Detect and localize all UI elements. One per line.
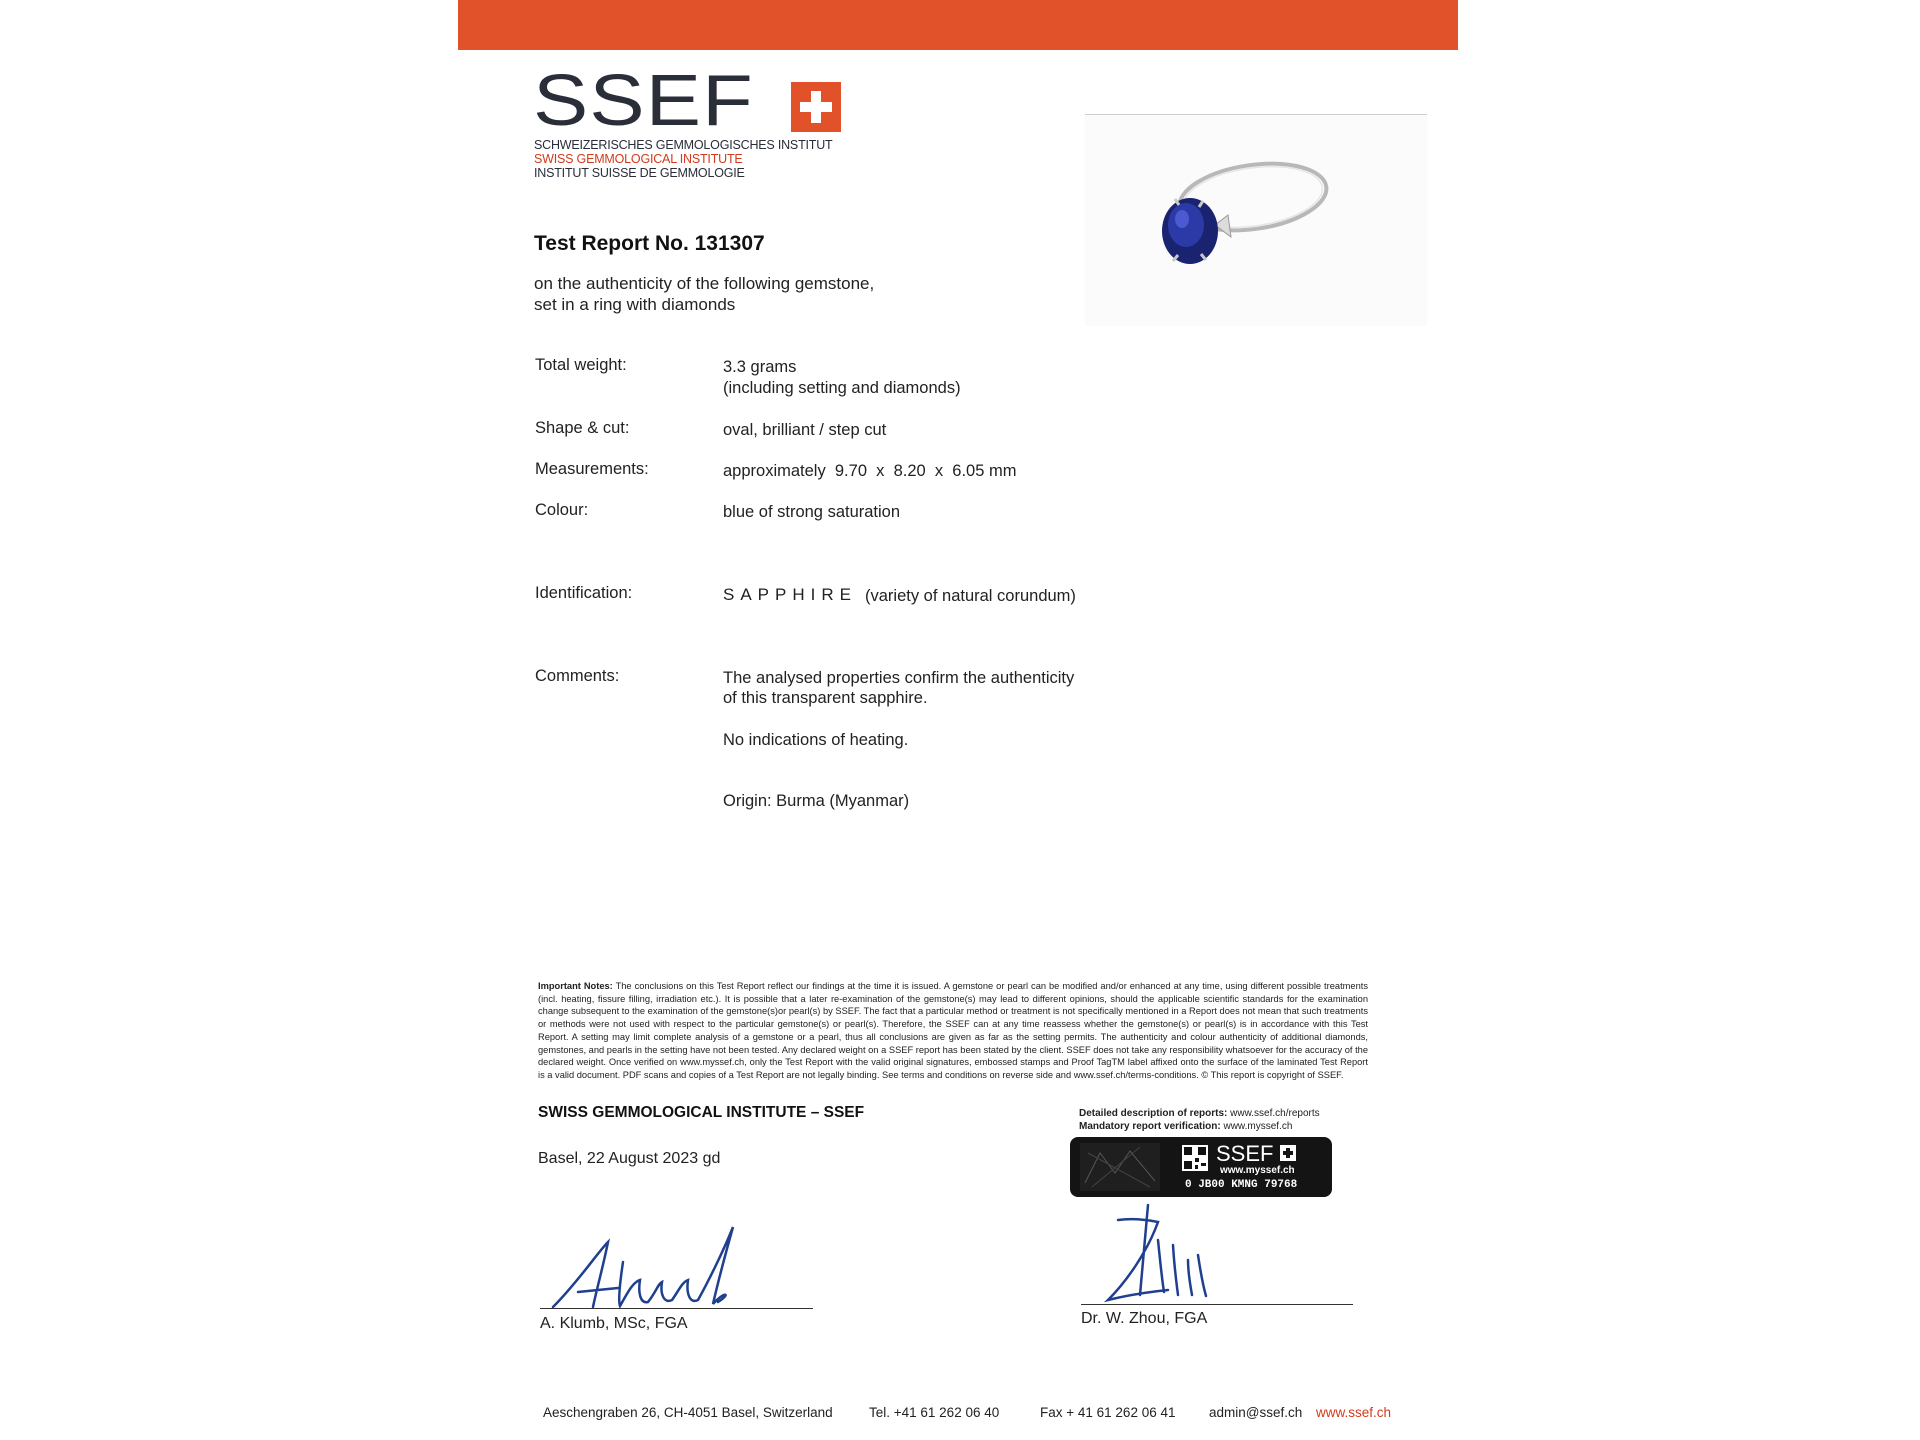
- mandatory-url[interactable]: www.myssef.ch: [1223, 1121, 1293, 1132]
- identification-label: Identification:: [535, 584, 633, 602]
- important-notes-heading: Important Notes:: [538, 981, 613, 991]
- institute-name-de: SCHWEIZERISCHES GEMMOLOGISCHES INSTITUT: [534, 138, 833, 152]
- report-subtitle-line1: on the authenticity of the following gemstone,: [534, 274, 875, 293]
- important-notes-text: The conclusions on this Test Report reflect our findings at the time it is issued. A gemstone or pearl can be modified and/or enhanced at any time, using different possible treatments (incl. heating, fissure filling, irradiation etc.). It is possible that a later re-examination of the gemstone(s) may lead to different opinions, should the applicable scientific standards for the examination change subsequent to the examination of the gemstone(s)or pearl(s) by SSEF. The fact that a particular method or treatment is not specifically mentioned in a Report does not mean that such treatments or methods were not used with respect to the particular gemstone(s) or pearl(s). Therefore, the SSEF can at any time reassess whether the gemstone(s) or pearl(s) is in accordance with this Test Report. A setting may limit complete analysis of a gemstone or a pearl, thus all conclusions are given as far as the setting permits. The authenticity and colour authenticity of additional diamonds, gemstones, and pearls in the setting have not been tested. Any declared weight on a SSEF report has been stated by the client. SSEF does not take any responsibility whatsoever for the accuracy of the declared weight. Once verified on www.myssef.ch, only the Test Report with the valid original signatures, embossed stamps and Proof TagTM label affixed onto the surface of the laminated Test Report is a valid document. PDF scans and copies of a Test Report are not legally binding. See terms and conditions on reverse side and www.ssef.ch/terms-conditions. © This report is copyright of SSEF.: [538, 981, 1368, 1080]
- tag-brand: SSEF: [1216, 1141, 1274, 1166]
- proof-tag-label: [1070, 1137, 1332, 1197]
- colour-value: blue of strong saturation: [723, 503, 901, 521]
- footer-website[interactable]: www.ssef.ch: [1316, 1405, 1392, 1420]
- tag-code: 0 JB00 KMNG 79768: [1185, 1179, 1298, 1191]
- right-signature-line: [1081, 1304, 1353, 1305]
- sapphire-ring-image: [1085, 115, 1427, 326]
- comments-line2: of this transparent sapphire.: [723, 689, 928, 707]
- shape-cut-label: Shape & cut:: [535, 419, 630, 437]
- footer-email[interactable]: admin@ssef.ch: [1209, 1405, 1303, 1420]
- colour-label: Colour:: [535, 501, 589, 519]
- origin-comment: Origin: Burma (Myanmar): [723, 792, 910, 810]
- left-signature-line: [540, 1308, 813, 1309]
- measurements-label: Measurements:: [535, 460, 649, 478]
- report-subtitle-line2: set in a ring with diamonds: [534, 295, 736, 314]
- left-signature: [548, 1222, 738, 1312]
- report-title: Test Report No. 131307: [534, 232, 765, 255]
- footer-address: Aeschengraben 26, CH-4051 Basel, Switzerland: [543, 1405, 833, 1420]
- verification-info: [1079, 1107, 1320, 1133]
- logo-wordmark: SSEF: [533, 61, 754, 141]
- measurements-value: approximately 9.70 x 8.20 x 6.05 mm: [723, 462, 1017, 480]
- issuer-name: SWISS GEMMOLOGICAL INSTITUTE – SSEF: [538, 1104, 865, 1121]
- report-page: [458, 0, 1458, 1440]
- important-notes: [538, 980, 1368, 1082]
- total-weight-label: Total weight:: [535, 356, 627, 374]
- right-signature: [1088, 1200, 1238, 1310]
- tag-cross-icon: [1280, 1145, 1296, 1161]
- footer-fax: Fax + 41 61 262 06 41: [1040, 1405, 1176, 1420]
- issue-date: Basel, 22 August 2023 gd: [538, 1150, 721, 1167]
- heating-comment: No indications of heating.: [723, 731, 909, 749]
- mandatory-label: Mandatory report verification:: [1079, 1121, 1221, 1132]
- identification-value: SAPPHIRE: [723, 585, 857, 604]
- left-signer-name: A. Klumb, MSc, FGA: [540, 1315, 688, 1332]
- institute-name-fr: INSTITUT SUISSE DE GEMMOLOGIE: [534, 166, 745, 180]
- detail-label: Detailed description of reports:: [1079, 1108, 1228, 1119]
- gemstone-photo: [1085, 114, 1427, 326]
- qr-code-icon: [1182, 1145, 1208, 1171]
- footer-tel: Tel. +41 61 262 06 40: [869, 1405, 1000, 1420]
- comments-label: Comments:: [535, 667, 620, 685]
- right-signer-name: Dr. W. Zhou, FGA: [1081, 1310, 1208, 1327]
- shape-cut-value: oval, brilliant / step cut: [723, 421, 887, 439]
- swiss-cross-icon: [791, 82, 841, 132]
- total-weight-value: 3.3 grams: [723, 358, 797, 376]
- hologram-pattern-icon: [1080, 1143, 1160, 1191]
- detail-url[interactable]: www.ssef.ch/reports: [1230, 1108, 1320, 1119]
- total-weight-note: (including setting and diamonds): [723, 379, 961, 397]
- comments-line1: The analysed properties confirm the authenticity: [723, 669, 1075, 687]
- institute-name-en: SWISS GEMMOLOGICAL INSTITUTE: [534, 152, 743, 166]
- top-accent-bar: [458, 0, 1458, 50]
- tag-url: www.myssef.ch: [1220, 1165, 1295, 1176]
- identification-note: (variety of natural corundum): [865, 587, 1076, 605]
